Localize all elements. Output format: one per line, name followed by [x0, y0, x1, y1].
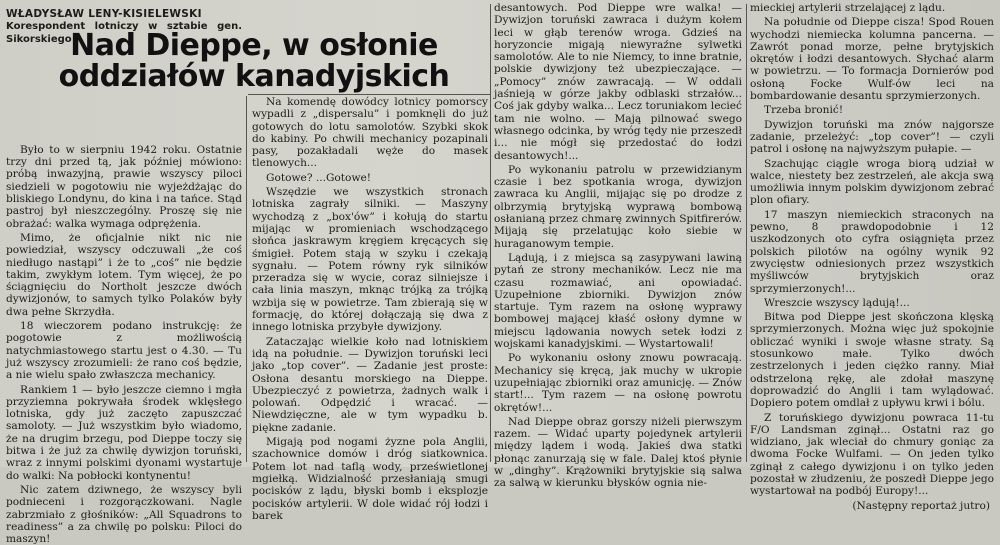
column-4 [750, 2, 994, 512]
paragraph: 17 maszyn niemieckich straconych na pewno, 8 prawdopodobnie i 12 uszkodzonych oto cyfra osiągnięta przez polskich pilotów na ogólny wynik 92 zwycięstw odniesionych przez wszystkich myśliwców brytyjskich oraz sprzymierzonych!... [750, 208, 994, 295]
column-rule-1 [246, 96, 247, 462]
column-3 [494, 2, 742, 490]
author-role: Korespondent lotniczy w sztabie gen. Sikorskiego [6, 21, 242, 45]
paragraph: Na komendę dowódcy lotnicy pomorscy wypadli z „dispersalu” i pomknęli do już gotowych do lotu samolotów. Szybki skok do kabiny. Po chwili mechanicy pozapinali pasy, pozakładali węże do masek tlenowych... [252, 96, 488, 170]
column-rule-3 [746, 4, 747, 462]
headline-rule [248, 94, 490, 95]
paragraph: Rankiem 1 — było jeszcze ciemno i mgła przyziemna pokrywała środek wklęsłego lotniska, gdy już zaczęto zapuszczać samoloty. — Już wszystkim było wiadomo, że na drugim brzegu, pod Dieppe toczy się bitwa i że już za chwilę dywizjon toruński, wraz z innymi polskimi dyonami wystartuje do walki: Na pobłocki kontynentu! [6, 383, 242, 482]
paragraph: Zataczając wielkie koło nad lotniskiem idą na południe. — Dywizjon toruński leci jako „top cover”. — Zadanie jest proste: Osłona desantu morskiego na Dieppe. Ubezpieczyć z powietrza, żadnych walk i polowań. Odpędzić i wracać. — Niewdzięczne, ale w tym wypadku b. piękne zadanie. [252, 335, 488, 434]
paragraph: Gotowe? ...Gotowe! [266, 171, 372, 184]
paragraph: Nad Dieppe obraz gorszy niżeli pierwszym razem. — Widać uparty pojedynek artylerii między lądem i wodą. Jakieś dwa statki płonąc zanurzają się w fale. Dalej ktoś płynie w „dinghy”. Krążowniki brytyjskie sią salwa za salwą w kierunku błysków ognia nie- [494, 415, 742, 490]
article-author: WŁADYSŁAW LENY-KISIELEWSKI [6, 8, 202, 20]
paragraph: Po wykonaniu osłony znowu powracają. Mechanicy się kręcą, jak muchy w ukropie uzupełniając zbiorniki oraz amunicję. — Znów start!... Tym razem — na osłonę powrotu okrętów!... [494, 352, 742, 414]
paragraph: Migają pod nogami żyzne pola Anglii, szachownice domów i dróg siatkownica. Potem lot nad taflą wody, prześwietlonej mgiełką. Widzialność przesłaniają smugi pocisków z lądu, błyski bomb i eksplozje pocisków artylerii. W dole widać rój łodzi i barek [252, 436, 488, 522]
paragraph: Mimo, że oficjalnie nikt nic nie powiedział, wszyscy odczuwali „że coś niedługo nastąpi” i że to „coś” nie będzie takim, zwykłym lotem. Tym więcej, że po ściągnięciu do Northolt jeszcze dwóch dywizjonów, to samych tylko Polaków były dwa pełne Skrzydła. [6, 231, 242, 318]
paragraph: 18 wieczorem podano instrukcję: że pogotowie z możliwością natychmiastowego startu jest o 4.30. — Tu już wszyscy zrozumieli: że rano coś będzie, a nie wielu spało zwłaszcza mechanicy. [6, 320, 242, 382]
paragraph: Wszędzie we wszystkich stronach lotniska zagrały silniki. — Maszyny wychodzą z „box'ów” i kołują do startu mijając w promieniach wschodzącego słońca jaskrawym kręgiem kręcących się śmigieł. Potem stają w szyku i czekają sygnału. — Potem równy ryk silników przeradza się w wycie, coraz silniejsze i cała linia maszyn, mknąc trójką za trójką wzbija się w powietrze. Tam zbierają się w formację, do której dołączają się dwa z innego lotniska przybyłe dywizjony. [252, 186, 488, 334]
paragraph: Szachując ciągle wroga biorą udział w walce, niestety bez zestrzeleń, ale akcja swą umożliwia innym polskim dywizjonom zebrać plon ofiary. [750, 157, 994, 207]
paragraph: Wreszcie wszyscy lądują!... [764, 296, 910, 309]
paragraph: Trzeba bronić! [764, 104, 844, 117]
paragraph: Lądują, i z miejsca są zasypywani lawiną pytań ze strony mechaników. Lecz nie ma czasu rozmawiać, ani opowiadać. Uzupełnione zbiorniki. Dywizjon znów startuje. Tym razem na osłonę wyprawy bombowej mającej kłaść osłony dymne w miejscu lądowania nowych setek łodzi z wojskami kanadyjskimi. — Wystartowali! [494, 251, 742, 351]
paragraph: Dywizjon toruński ma znów najgorsze zadanie, przeleżyć: „top cover”! — czyli patrol i osłonę na najwyższym pułapie. — [750, 118, 994, 156]
column-1-body [6, 144, 242, 545]
paragraph: Z toruńskiego dywizjonu powraca 11-tu F/O Landsman zginął... Ostatni raz go widziano, jak wleciał do chmury goniąc za dwoma Focke Wulfami. — On jeden tylko zginął z całego dywizjonu i on tylko jeden pozostał w złudzeniu, że poszedł Dieppe jego wystartował na podbój Europy!... [750, 411, 994, 498]
paragraph: Na południe od Dieppe cisza! Spod Rouen wychodzi niemiecka kolumna pancerna. — Zawrót ponad morze, pełne brytyjskich okrętów i łodzi desantowych. Słychać alarm w powietrzu. — To formacja Dornierów pod osłoną Focke Wulf-ów leci na bombardowanie desantu sprzymierzonych. [750, 16, 994, 103]
article-headline: Nad Dieppe, w osłonie oddziałów kanadyjskich [58, 28, 450, 94]
next-report-note: (Następny reportaż jutro) [852, 499, 990, 512]
paragraph: Było to w sierpniu 1942 roku. Ostatnie trzy dni przed tą, jak później mówiono: próbą inwazyjną, prawie wszyscy piloci siedzieli w pogotowiu nie wyjeżdżając do bliskiego Londynu, do kina i na tańce. Stąd pastroj był nieszczególny. Proszę się nie obrażać: walka wymaga odprężenia. [6, 143, 242, 230]
paragraph: Bitwa pod Dieppe jest skończona klęską sprzymierzonych. Można więc już spokojnie obliczać wyniki i swoje własne straty. Są stosunkowo małe. Tylko dwóch zestrzelonych i jeden ciężko ranny. Miał odstrzeloną rękę, ale zdołał maszynę doprowadzić do Anglii i tam wylądować. Dopiero potem omdlał z upływu krwi i bólu. [750, 311, 994, 410]
column-2 [252, 96, 488, 522]
paragraph: Po wykonaniu patrolu w przewidzianym czasie i bez spotkania wroga, dywizjon zawraca ku Anglii, mijając się po drodze z olbrzymią brytyjską wyprawą bombową osłanianą przez chmarę zwinnych Spitfirerów. Mijają się przelatując koło siebie w huraganowym tempie. [494, 163, 742, 250]
column-rule-2 [490, 4, 491, 462]
paragraph: Nic zatem dziwnego, że wszyscy byli podnieceni i rozgorączkowani. Nagle zabrzmiało z głośników: „All Squadrons to readiness” a za chwilę po polsku: Piloci do maszyn! [6, 483, 242, 545]
paragraph: desantowych. Pod Dieppe wre walka! — Dywizjon toruński zawraca i dużym kołem leci w głąb terenów wroga. Gdzieś na horyzoncie migają niewyraźne sylwetki samolotów. Ale to nie Niemcy, to inne bratnie, polskie dywizjony też ubezpieczające. — „Pomocy” znów zawracają. — W oddali jaśnieją w górze jakby odblaski strzałów... Coś jak gdyby walka... Lecz toruniakom lecieć tam nie wolno. — Mają pilnować swego własnego odcinka, by wróg tędy nie przeszedł i... nie mógł się przedostać do łodzi desantowych!... [494, 2, 742, 162]
paragraph: mieckiej artylerii strzelającej z lądu. [750, 2, 946, 14]
